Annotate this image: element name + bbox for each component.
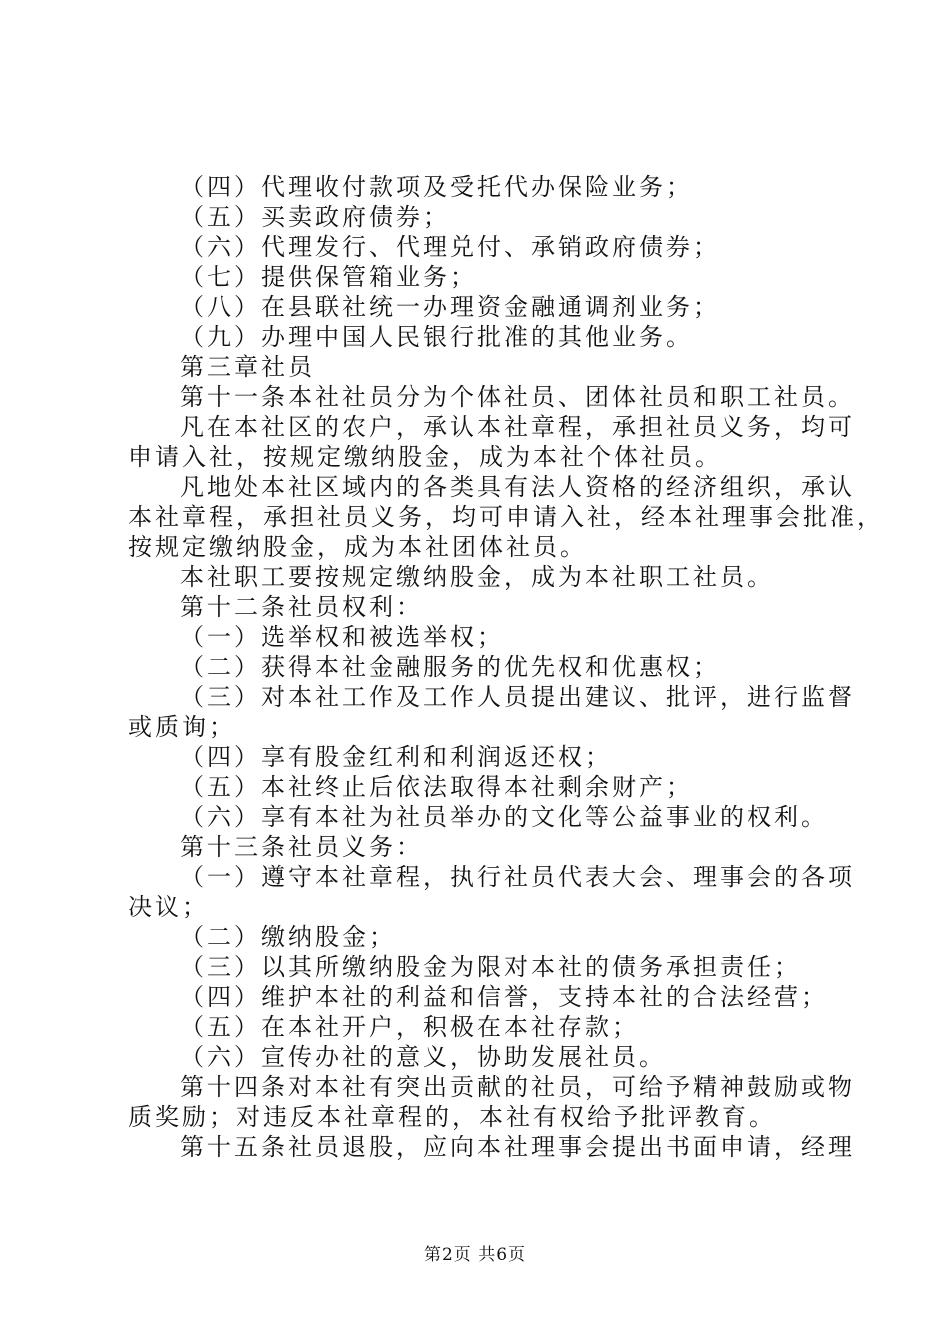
document-body: [128, 172, 884, 1162]
text-line: （四）代理收付款项及受托代办保险业务；: [180, 173, 693, 201]
text-line: （九）办理中国人民银行批准的其他业务。: [180, 323, 693, 351]
text-line: （一）选举权和被选举权；: [180, 623, 504, 651]
text-line: （二）缴纳股金；: [180, 923, 396, 951]
text-line: （一）遵守本社章程，执行社员代表大会、理事会的各项: [180, 863, 855, 891]
text-line: （二）获得本社金融服务的优先权和优惠权；: [180, 653, 720, 681]
text-line: （六）享有本社为社员举办的文化等公益事业的权利。: [180, 803, 828, 831]
text-line: （四）维护本社的利益和信誉，支持本社的合法经营；: [180, 983, 828, 1011]
text-line: （三）对本社工作及工作人员提出建议、批评，进行监督: [180, 683, 855, 711]
text-line: （七）提供保管箱业务；: [180, 263, 477, 291]
text-line: （三）以其所缴纳股金为限对本社的债务承担责任；: [180, 953, 801, 981]
text-line: （四）享有股金红利和利润返还权；: [180, 743, 612, 771]
chapter-heading: 第三章社员: [180, 353, 315, 381]
text-line: （五）本社终止后依法取得本社剩余财产；: [180, 773, 693, 801]
text-line: 决议；: [128, 893, 209, 921]
text-line: （六）宣传办社的意义，协助发展社员。: [180, 1043, 666, 1071]
text-line: （五）买卖政府债券；: [180, 203, 450, 231]
text-line: （五）在本社开户，积极在本社存款；: [180, 1013, 639, 1041]
text-line: 第十四条对本社有突出贡献的社员，可给予精神鼓励或物: [180, 1073, 855, 1101]
text-line: 凡地处本社区域内的各类具有法人资格的经济组织，承认: [180, 473, 855, 501]
text-line: 本社职工要按规定缴纳股金，成为本社职工社员。: [180, 563, 774, 591]
text-line: 第十三条社员义务：: [180, 833, 423, 861]
text-line: 第十五条社员退股，应向本社理事会提出书面申请，经理: [180, 1133, 855, 1161]
text-line: （六）代理发行、代理兑付、承销政府债券；: [180, 233, 720, 261]
text-line: 本社章程，承担社员义务，均可申请入社，经本社理事会批准，: [128, 503, 884, 531]
text-line: 第十一条本社社员分为个体社员、团体社员和职工社员。: [180, 383, 855, 411]
text-line: 按规定缴纳股金，成为本社团体社员。: [128, 533, 587, 561]
text-line: 申请入社，按规定缴纳股金，成为本社个体社员。: [128, 443, 722, 471]
text-line: 第十二条社员权利：: [180, 593, 423, 621]
text-line: 质奖励；对违反本社章程的，本社有权给予批评教育。: [128, 1103, 776, 1131]
page-footer: 第2页 共6页: [423, 1245, 527, 1265]
text-line: （八）在县联社统一办理资金融通调剂业务；: [180, 293, 720, 321]
text-line: 或质询；: [128, 713, 236, 741]
text-line: 凡在本社区的农户，承认本社章程，承担社员义务，均可: [180, 413, 855, 441]
